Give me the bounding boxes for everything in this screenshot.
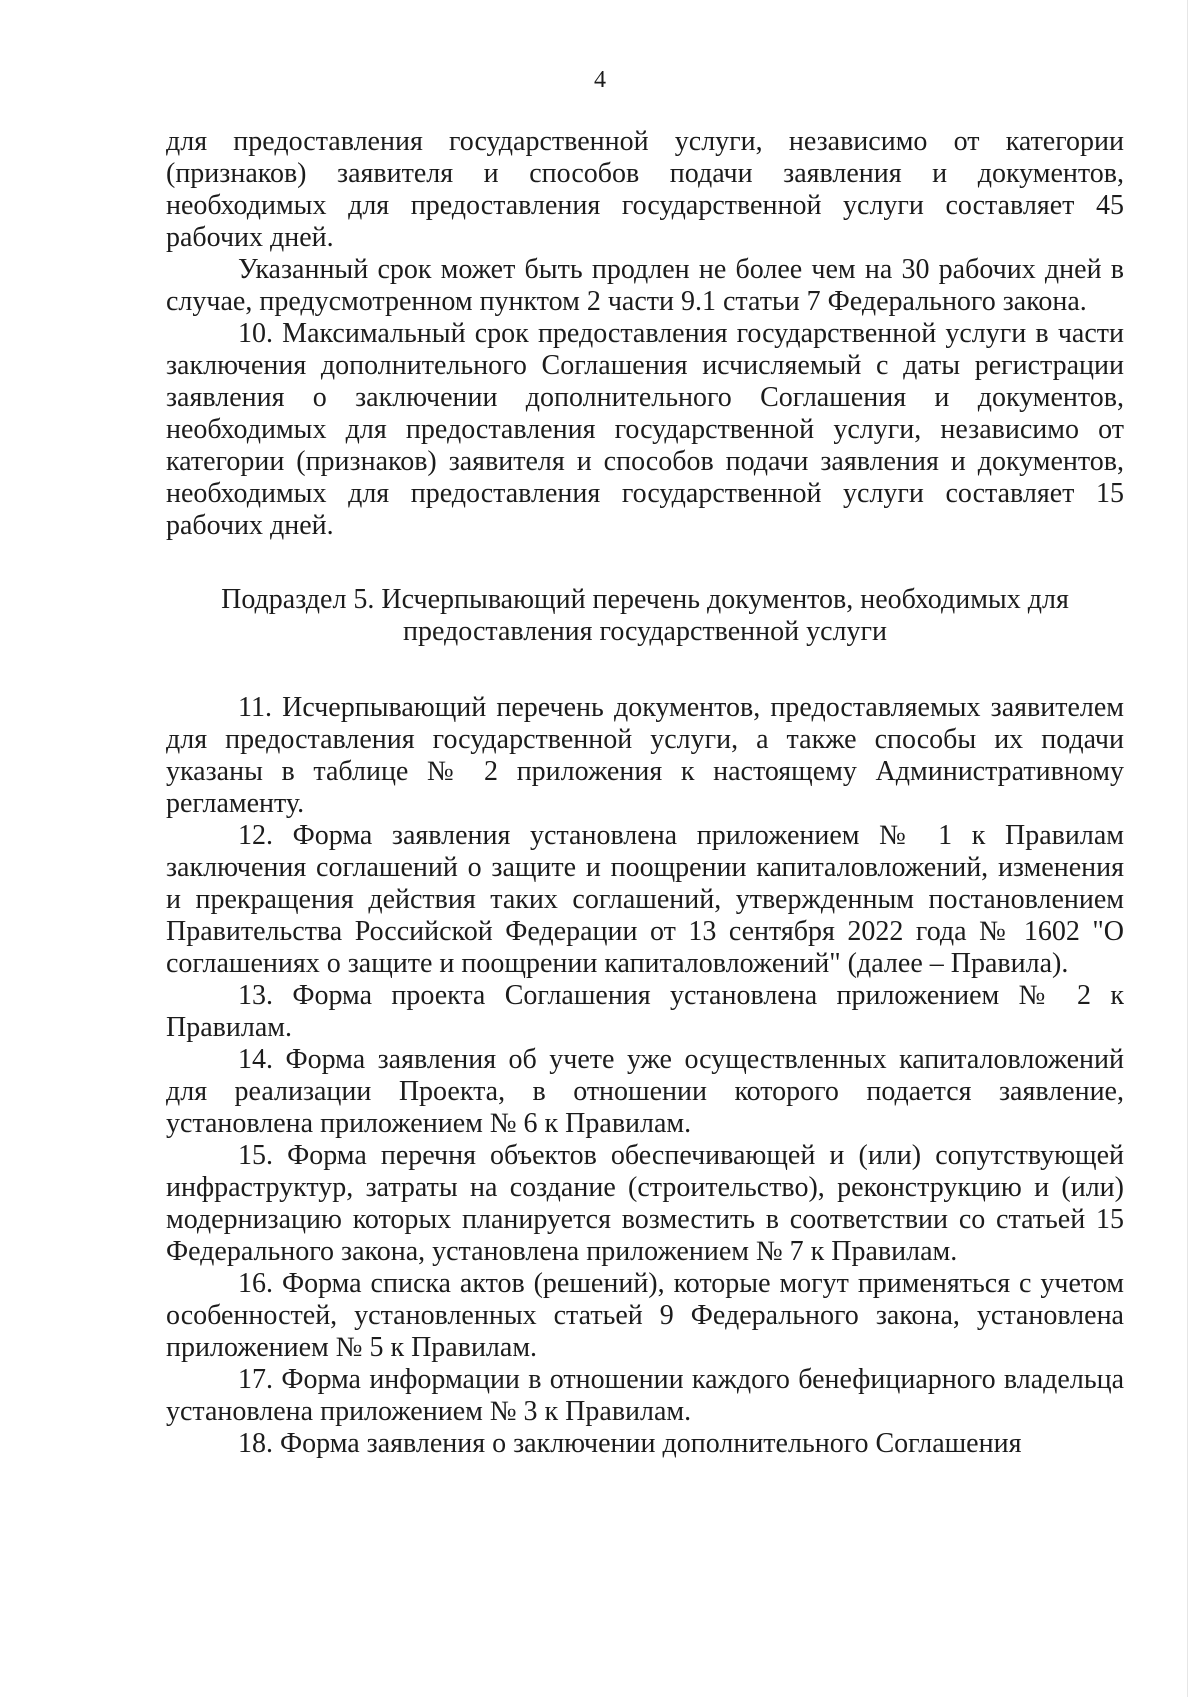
paragraph-item-17: 17. Форма информации в отношении каждого бенефициарного владельца установлена приложением № 3 к Правилам. (166, 1364, 1124, 1427)
scan-edge-line (1187, 0, 1188, 1697)
paragraph-item-15: 15. Форма перечня объектов обеспечивающей и (или) сопутствующей инфраструктур, затраты на создание (строительство), реконструкцию и (или) модернизацию которых планируется возместить в соответствии со статьей 15 Федерального закона, установлена приложением № 7 к Правилам. (166, 1140, 1124, 1267)
page-number: 4 (594, 67, 606, 93)
paragraph-item-14: 14. Форма заявления об учете уже осуществленных капиталовложений для реализации Проекта, в отношении которого подается заявление, установлена приложением № 6 к Правилам. (166, 1044, 1124, 1139)
paragraph-item-10: 10. Максимальный срок предоставления государственной услуги в части заключения дополнительного Соглашения исчисляемый с даты регистрации заявления о заключении дополнительного Соглашения и документов, необходимых для предоставления государственной услуги, независимо от категории (признаков) заявителя и способов подачи заявления и документов, необходимых для предоставления государственной услуги составляет 15 рабочих дней. (166, 318, 1124, 541)
paragraph-item-13: 13. Форма проекта Соглашения установлена приложением № 2 к Правилам. (166, 980, 1124, 1043)
document-body (166, 126, 1124, 1460)
paragraph-item-11: 11. Исчерпывающий перечень документов, предоставляемых заявителем для предоставления государственной услуги, а также способы их подачи указаны в таблице № 2 приложения к настоящему Административному регламенту. (166, 692, 1124, 819)
subsection-heading: Подраздел 5. Исчерпывающий перечень документов, необходимых для предоставления государственной услуги (221, 584, 1069, 647)
paragraph-item-18: 18. Форма заявления о заключении дополнительного Соглашения (238, 1428, 1022, 1459)
paragraph-continued: для предоставления государственной услуги, независимо от категории (признаков) заявителя и способов подачи заявления и документов, необходимых для предоставления государственной услуги составляет 45 рабочих дней. (166, 126, 1124, 253)
paragraph-extension-term: Указанный срок может быть продлен не более чем на 30 рабочих дней в случае, предусмотренном пунктом 2 части 9.1 статьи 7 Федерального закона. (166, 254, 1124, 317)
paragraph-item-12: 12. Форма заявления установлена приложением № 1 к Правилам заключения соглашений о защите и поощрении капиталовложений, изменения и прекращения действия таких соглашений, утвержденным постановлением Правительства Российской Федерации от 13 сентября 2022 года № 1602 "О соглашениях о защите и поощрении капиталовложений" (далее – Правила). (166, 820, 1124, 979)
paragraph-item-16: 16. Форма списка актов (решений), которые могут применяться с учетом особенностей, установленных статьей 9 Федерального закона, установлена приложением № 5 к Правилам. (166, 1268, 1124, 1363)
